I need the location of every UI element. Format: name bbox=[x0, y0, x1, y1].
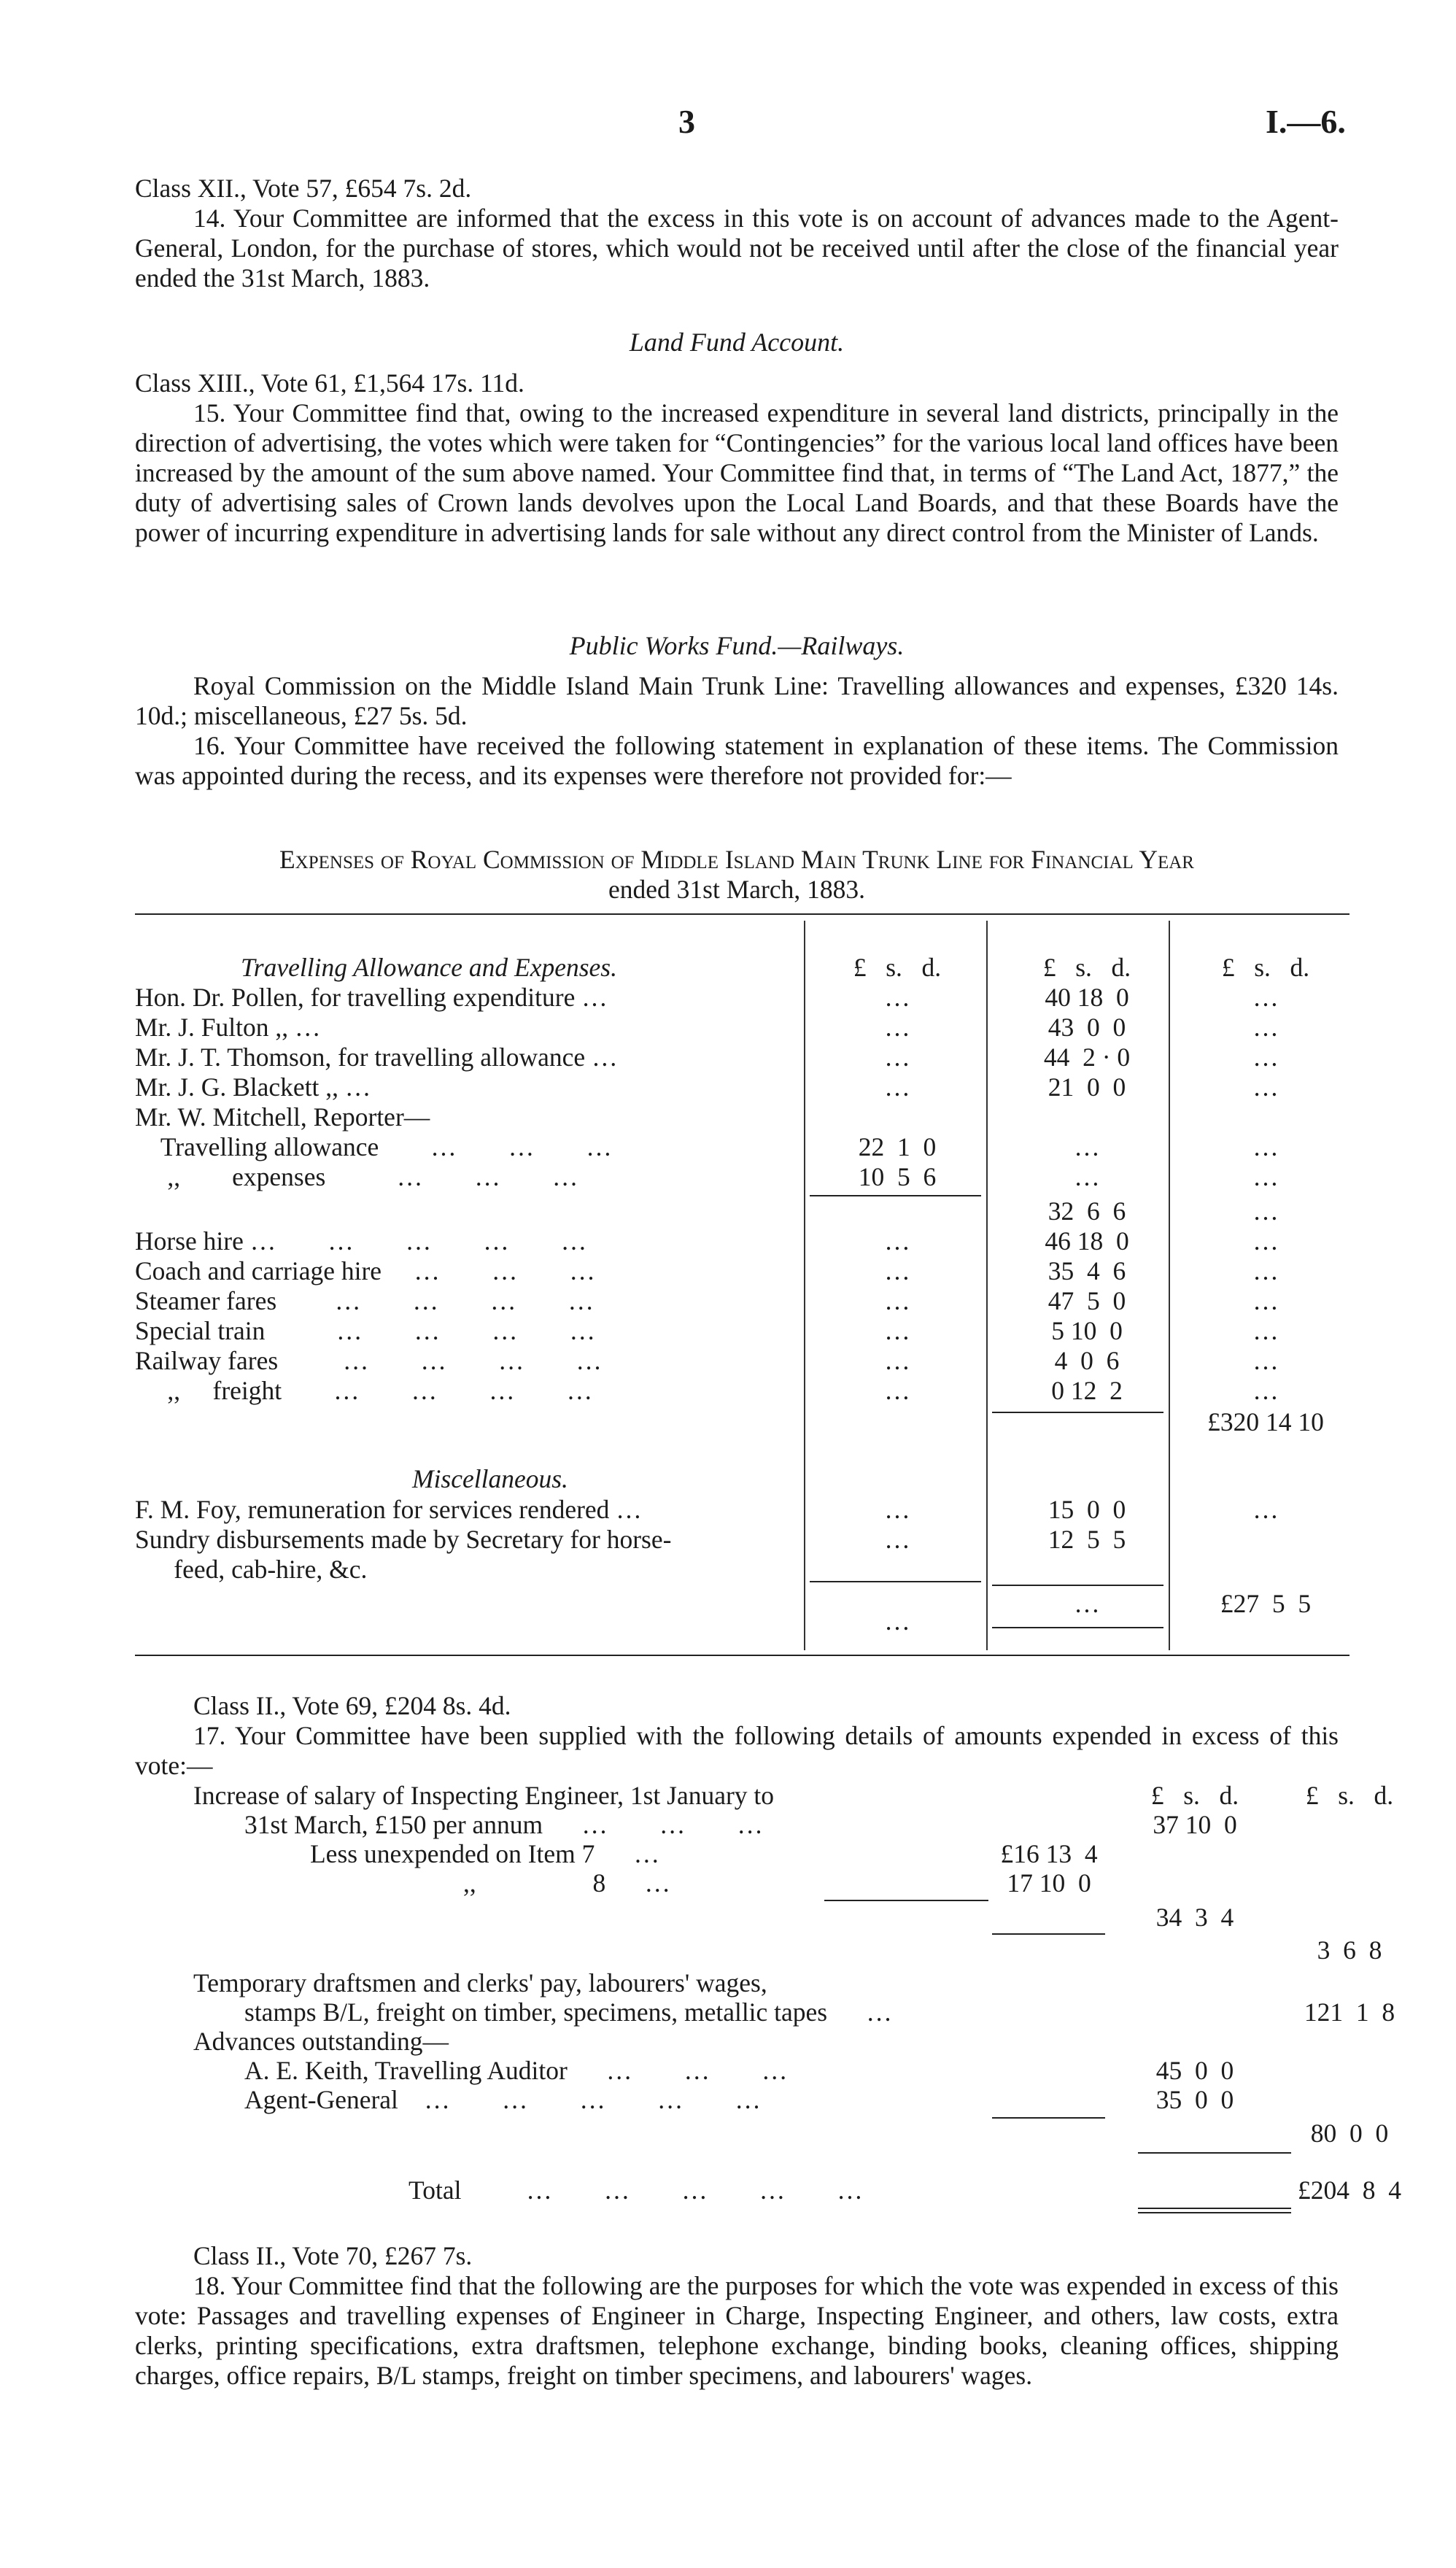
total-top-rule bbox=[1138, 2152, 1291, 2154]
misc-subtotal-rule bbox=[992, 1585, 1163, 1586]
detail-row bbox=[135, 2085, 1349, 2114]
cell: 12 5 5 bbox=[1048, 1525, 1126, 1554]
row-label: Sundry disbursements made by Secretary for horse- bbox=[135, 1525, 672, 1554]
row-label: Mr. W. Mitchell, Reporter— bbox=[135, 1102, 430, 1132]
detail-row bbox=[135, 1868, 1349, 1898]
detail-row bbox=[135, 2056, 1349, 2085]
total-value: £204 8 4 bbox=[1298, 2176, 1401, 2205]
cell: … bbox=[1252, 1226, 1279, 1256]
detail-label: Advances outstanding— bbox=[193, 2027, 449, 2056]
document-reference: I.—6. bbox=[1266, 103, 1346, 140]
page-number: 3 bbox=[678, 103, 695, 140]
royal-commission-intro: Royal Commission on the Middle Island Main Trunk Line: Travelling allowances and expenses, £320 14s. 10d.; miscellaneous, £27 5s. 5d. bbox=[135, 671, 1339, 730]
table-row bbox=[135, 1102, 1349, 1132]
detail-row bbox=[135, 1997, 1395, 2027]
class12-section bbox=[135, 174, 1339, 293]
cell: 40 18 0 bbox=[1045, 983, 1129, 1012]
expenses-table-subtitle: ended 31st March, 1883. bbox=[608, 875, 865, 904]
table-row bbox=[135, 1495, 1349, 1524]
cell: … bbox=[884, 1495, 910, 1524]
total-label: Total … … … … … bbox=[408, 2176, 863, 2205]
land-fund-section bbox=[135, 368, 1339, 548]
cell: … bbox=[1252, 1346, 1279, 1375]
cell: … bbox=[1252, 1376, 1279, 1405]
cell: 0 12 2 bbox=[1051, 1376, 1123, 1405]
cell: 46 18 0 bbox=[1045, 1226, 1129, 1256]
row-label: ,, expenses … … … bbox=[135, 1162, 578, 1191]
cell: … bbox=[1252, 1162, 1279, 1191]
misc-c1-bottom: … bbox=[884, 1606, 910, 1636]
table-row bbox=[135, 1256, 1349, 1285]
table-row bbox=[135, 1525, 1349, 1554]
misc-c2-bottom-rule bbox=[992, 1627, 1163, 1628]
cell: … bbox=[884, 1256, 910, 1285]
cell: … bbox=[884, 1376, 910, 1405]
cell: … bbox=[1252, 983, 1279, 1012]
diff-rule bbox=[992, 1933, 1105, 1935]
table-row bbox=[135, 1072, 1349, 1102]
cell: … bbox=[884, 1072, 910, 1102]
cell: … bbox=[884, 1525, 910, 1554]
paragraph-14: 14. Your Committee are informed that the excess in this vote is on account of advances made to the Agent-General, London, for the purchase of stores, which would not be received until after the close of the financial year ended the 31st March, 1883. bbox=[135, 204, 1339, 293]
detail-label: Agent-General … … … … … bbox=[244, 2085, 761, 2114]
travelling-total: £320 14 10 bbox=[1207, 1407, 1324, 1436]
railways-section bbox=[135, 671, 1339, 791]
row-label: Mr. J. G. Blackett ,, … bbox=[135, 1072, 371, 1102]
paragraph-17: 17. Your Committee have been supplied with the following details of amounts expended in excess of this vote:— bbox=[135, 1721, 1339, 1780]
table-top-rule bbox=[135, 913, 1349, 915]
net-rule bbox=[824, 1900, 988, 1901]
misc-c1-bottom-row bbox=[135, 1606, 1349, 1636]
misc-total: £27 5 5 bbox=[1220, 1589, 1312, 1618]
travelling-heading: Travelling Allowance and Expenses. bbox=[241, 953, 617, 982]
detail-label: stamps B/L, freight on timber, specimens, metallic tapes … bbox=[244, 1997, 892, 2027]
table-row bbox=[135, 1555, 1349, 1584]
railways-title: Public Works Fund.—Railways. bbox=[569, 631, 905, 660]
detail-row bbox=[135, 2027, 1349, 2056]
table-row bbox=[135, 983, 1349, 1012]
col-header: £ s. d. bbox=[1150, 1781, 1239, 1810]
row-label: Steamer fares … … … … bbox=[135, 1286, 595, 1315]
row-label: Mr. J. T. Thomson, for travelling allowance … bbox=[135, 1043, 618, 1072]
table-row bbox=[135, 1162, 1349, 1191]
cell: … bbox=[1252, 1316, 1279, 1345]
detail-label: 31st March, £150 per annum … … … bbox=[244, 1810, 763, 1839]
detail-label: Increase of salary of Inspecting Engineer, 1st January to bbox=[193, 1781, 775, 1810]
detail-value: 35 0 0 bbox=[1155, 2085, 1234, 2114]
detail-value: 3 6 8 bbox=[1317, 1935, 1382, 1965]
row-label: Special train … … … … bbox=[135, 1316, 596, 1345]
detail-value: 37 10 0 bbox=[1153, 1810, 1237, 1839]
cell: … bbox=[1252, 1256, 1279, 1285]
cell: … bbox=[884, 983, 910, 1012]
cell: 47 5 0 bbox=[1048, 1286, 1126, 1315]
cell: … bbox=[884, 1226, 910, 1256]
cell: 32 6 6 bbox=[1048, 1196, 1126, 1226]
detail-row bbox=[135, 1935, 1382, 1965]
cell: … bbox=[1252, 1013, 1279, 1042]
cell: … bbox=[1074, 1162, 1100, 1191]
cell: … bbox=[884, 1346, 910, 1375]
cell: 15 0 0 bbox=[1048, 1495, 1126, 1524]
row-label: Railway fares … … … … bbox=[135, 1346, 602, 1375]
row-label: Travelling allowance … … … bbox=[135, 1132, 612, 1161]
table-row bbox=[135, 1316, 1349, 1345]
cell: … bbox=[1252, 1286, 1279, 1315]
misc-c2-total: … bbox=[1074, 1589, 1100, 1618]
land-fund-title: Land Fund Account. bbox=[629, 328, 845, 357]
row-label: Hon. Dr. Pollen, for travelling expenditure … bbox=[135, 983, 608, 1012]
paragraph-15: 15. Your Committee find that, owing to the increased expenditure in several land districts, principally in the direction of advertising, the votes which were taken for “Contingencies” for the various local land offices have been increased by the amount of the sum above named. Your Committee find that, in terms of “The Land Act, 1877,” the duty of advertising sales of Crown lands devolves upon the Local Land Boards, and that these Boards have the power of incurring expenditure in advertising lands for sale without any direct control from the Minister of Lands. bbox=[135, 398, 1339, 547]
col-header: £ s. d. bbox=[853, 953, 942, 982]
detail-row bbox=[135, 1810, 1349, 1839]
cell: … bbox=[1252, 1043, 1279, 1072]
detail-value: £16 13 4 bbox=[1000, 1839, 1098, 1868]
paragraph-18: 18. Your Committee find that the following are the purposes for which the vote was expended in excess of this vote: Passages and travelling expenses of Engineer in Charge, Inspecting Engineer, and others, law costs, extra clerks, printing specifications, extra draftsmen, telephone exchange, binding books, cleaning offices, shipping charges, office repairs, B/L stamps, freight on timber specimens, and labourers' wages. bbox=[135, 2271, 1339, 2390]
detail-value: 17 10 0 bbox=[1007, 1868, 1091, 1898]
table-row bbox=[135, 1132, 1349, 1161]
total-row bbox=[135, 2176, 1401, 2205]
table-header-row bbox=[135, 953, 1349, 982]
cell: … bbox=[1252, 1132, 1279, 1161]
class2-vote70-section bbox=[135, 2241, 1339, 2391]
paragraph-16: 16. Your Committee have received the following statement in explanation of these items. The Commission was appointed during the recess, and its expenses were therefore not provided for:— bbox=[135, 731, 1339, 790]
cell: … bbox=[884, 1013, 910, 1042]
cell: … bbox=[1252, 1495, 1279, 1524]
row-label: Horse hire … … … … … bbox=[135, 1226, 587, 1256]
row-label: Mr. J. Fulton ,, … bbox=[135, 1013, 321, 1042]
detail-row bbox=[135, 1839, 1349, 1868]
detail-value: 80 0 0 bbox=[1310, 2119, 1389, 2148]
total-bottom-rule-2 bbox=[1138, 2212, 1291, 2213]
row-label: feed, cab-hire, &c. bbox=[135, 1555, 368, 1584]
table-row bbox=[135, 1286, 1349, 1315]
col-header: £ s. d. bbox=[1221, 953, 1310, 982]
table-row bbox=[135, 1196, 1349, 1226]
cell: … bbox=[1252, 1072, 1279, 1102]
detail-row bbox=[135, 2119, 1389, 2148]
cell: 44 2 · 0 bbox=[1043, 1043, 1131, 1072]
cell: … bbox=[884, 1316, 910, 1345]
detail-label: Temporary draftsmen and clerks' pay, labourers' wages, bbox=[193, 1968, 767, 1997]
vote69-heading: Class II., Vote 69, £204 8s. 4d. bbox=[193, 1691, 511, 1720]
class2-vote69-section bbox=[135, 1691, 1339, 1781]
cell: … bbox=[1074, 1132, 1100, 1161]
cell: 22 1 0 bbox=[858, 1132, 937, 1161]
misc-heading-row bbox=[135, 1464, 1349, 1493]
detail-row bbox=[135, 1968, 1349, 1997]
detail-value: 34 3 4 bbox=[1155, 1903, 1234, 1932]
cell: … bbox=[1252, 1196, 1279, 1226]
table-row bbox=[135, 1043, 1349, 1072]
table-row bbox=[135, 1346, 1349, 1375]
detail-row bbox=[135, 1781, 1394, 1810]
table-row bbox=[135, 1013, 1349, 1042]
cell: … bbox=[884, 1043, 910, 1072]
col-header: £ s. d. bbox=[1042, 953, 1131, 982]
detail-value: 45 0 0 bbox=[1155, 2056, 1234, 2085]
expenses-table-title: Expenses of Royal Commission of Middle Island Main Trunk Line for Financial Year bbox=[279, 845, 1194, 874]
cell: … bbox=[884, 1286, 910, 1315]
cell: 10 5 6 bbox=[858, 1162, 937, 1191]
class12-heading: Class XII., Vote 57, £654 7s. 2d. bbox=[135, 174, 472, 203]
travelling-total-row bbox=[135, 1407, 1349, 1436]
col-header: £ s. d. bbox=[1305, 1781, 1394, 1810]
row-label: Coach and carriage hire … … … bbox=[135, 1256, 595, 1285]
cell: 4 0 6 bbox=[1054, 1346, 1120, 1375]
detail-label: Less unexpended on Item 7 … bbox=[310, 1839, 660, 1868]
detail-value: 121 1 8 bbox=[1304, 1997, 1395, 2027]
class13-heading: Class XIII., Vote 61, £1,564 17s. 11d. bbox=[135, 368, 524, 398]
cell: 43 0 0 bbox=[1048, 1013, 1126, 1042]
misc-c1-rule bbox=[810, 1581, 981, 1582]
row-label: ,, freight … … … … bbox=[135, 1376, 593, 1405]
table-bottom-rule bbox=[135, 1655, 1349, 1656]
table-row bbox=[135, 1376, 1349, 1405]
detail-label: ,, 8 … bbox=[463, 1868, 670, 1898]
detail-row bbox=[135, 1903, 1349, 1932]
misc-heading: Miscellaneous. bbox=[412, 1464, 568, 1493]
table-row bbox=[135, 1226, 1349, 1256]
total-bottom-rule-1 bbox=[1138, 2208, 1291, 2209]
detail-label: A. E. Keith, Travelling Auditor … … … bbox=[244, 2056, 788, 2085]
cell: 21 0 0 bbox=[1048, 1072, 1126, 1102]
vote70-heading: Class II., Vote 70, £267 7s. bbox=[193, 2241, 473, 2270]
cell: 5 10 0 bbox=[1051, 1316, 1123, 1345]
row-label: F. M. Foy, remuneration for services rendered … bbox=[135, 1495, 642, 1524]
cell: 35 4 6 bbox=[1048, 1256, 1126, 1285]
